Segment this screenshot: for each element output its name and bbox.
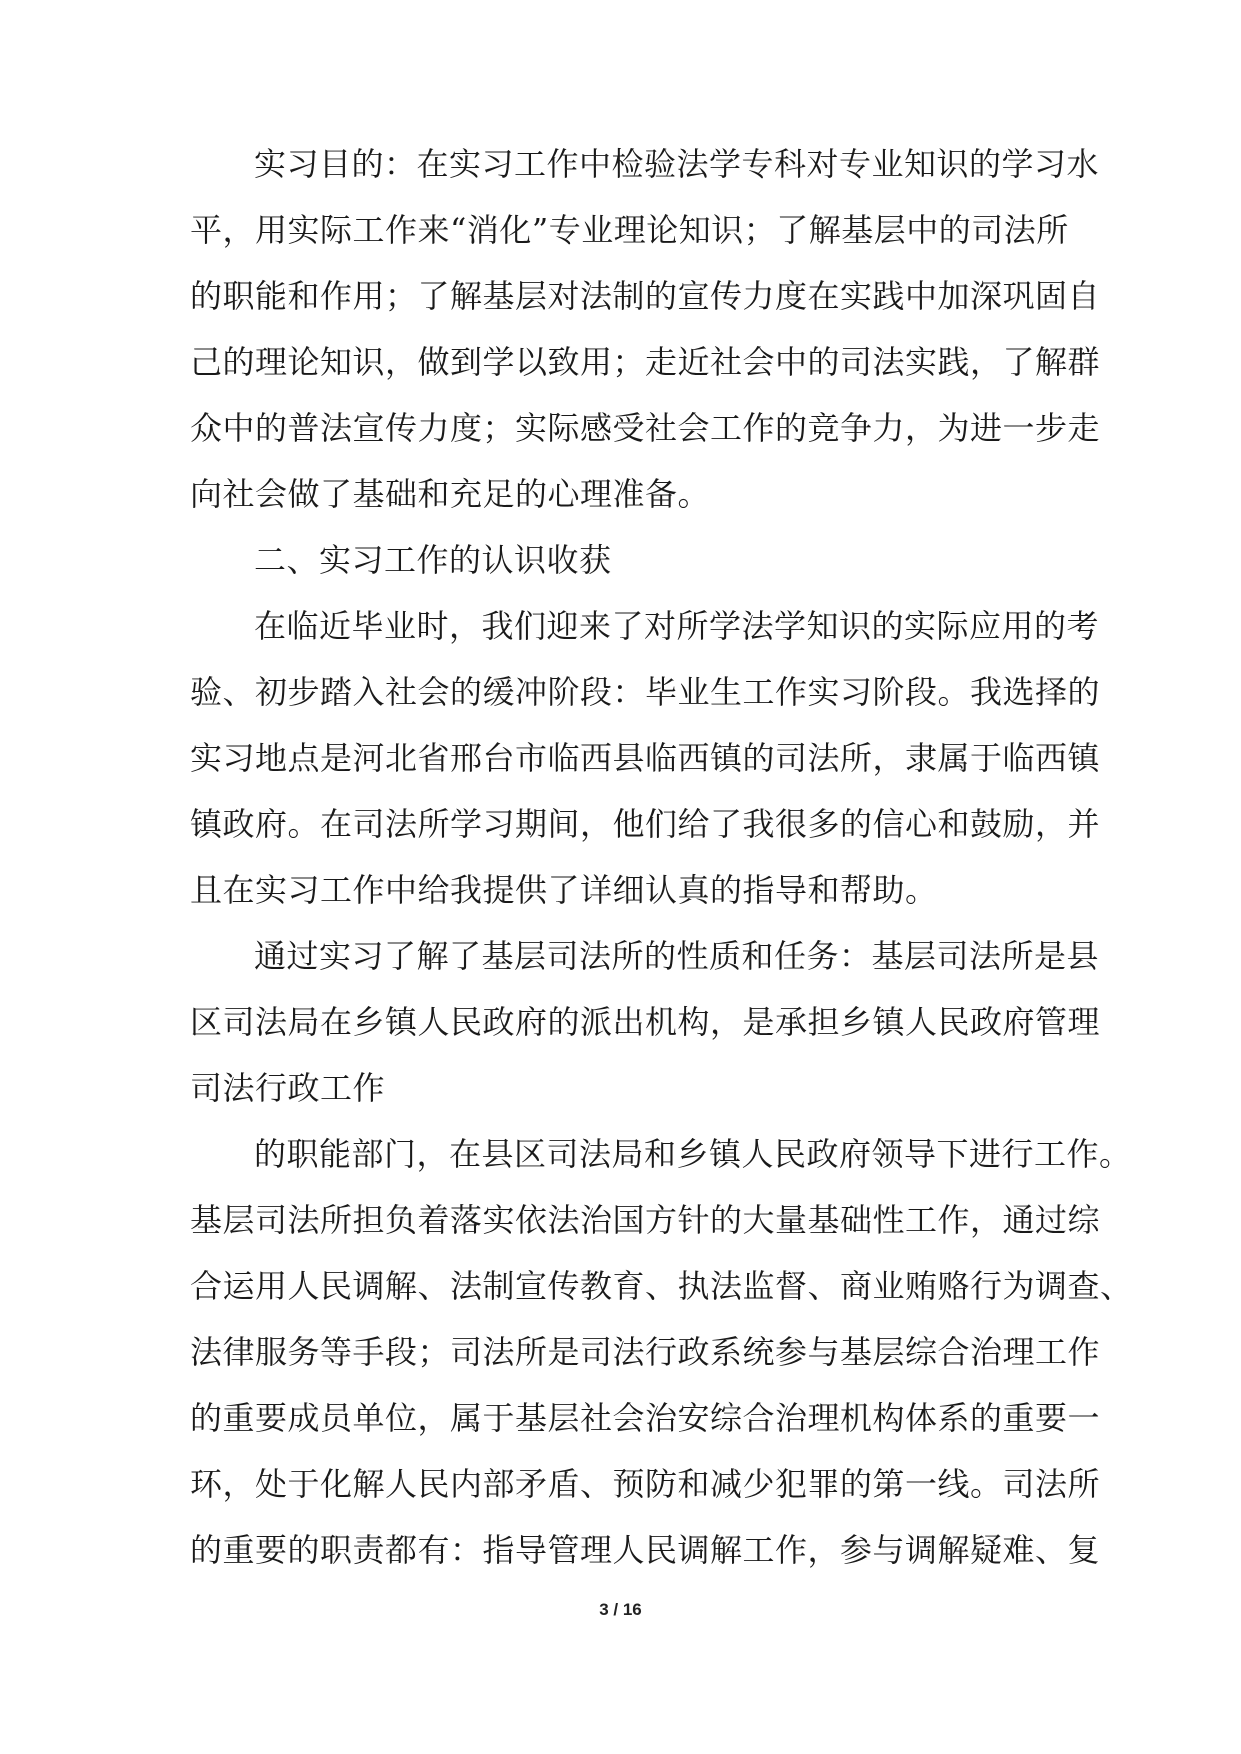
text-line: 区司法局在乡镇人民政府的派出机构，是承担乡镇人民政府管理 — [190, 1003, 1101, 1041]
text-line: 实习目的：在实习工作中检验法学专科对专业知识的学习水 — [254, 145, 1100, 183]
text-line: 的重要成员单位，属于基层社会治安综合治理机构体系的重要一 — [190, 1399, 1101, 1437]
text-line: 实习地点是河北省邢台市临西县临西镇的司法所，隶属于临西镇 — [190, 739, 1101, 777]
text-line: 己的理论知识，做到学以致用；走近社会中的司法实践，了解群 — [190, 343, 1101, 381]
page-number: 3 / 16 — [599, 1600, 642, 1619]
text-line: 在临近毕业时，我们迎来了对所学法学知识的实际应用的考 — [254, 607, 1100, 645]
text-line: 向社会做了基础和充足的心理准备。 — [190, 475, 711, 513]
text-line: 平，用实际工作来“消化”专业理论知识；了解基层中的司法所 — [190, 211, 1069, 249]
text-line: 法律服务等手段；司法所是司法行政系统参与基层综合治理工作 — [190, 1333, 1101, 1371]
text-line: 的职能部门，在县区司法局和乡镇人民政府领导下进行工作。 — [254, 1135, 1132, 1173]
text-line: 合运用人民调解、法制宣传教育、执法监督、商业贿赂行为调查、 — [190, 1267, 1133, 1305]
text-line: 镇政府。在司法所学习期间，他们给了我很多的信心和鼓励，并 — [190, 805, 1101, 843]
text-line: 的职能和作用；了解基层对法制的宣传力度在实践中加深巩固自 — [190, 277, 1101, 315]
text-line: 环，处于化解人民内部矛盾、预防和减少犯罪的第一线。司法所 — [190, 1465, 1101, 1503]
text-line: 的重要的职责都有：指导管理人民调解工作，参与调解疑难、复 — [190, 1531, 1101, 1569]
text-line: 基层司法所担负着落实依法治国方针的大量基础性工作，通过综 — [190, 1201, 1101, 1239]
section-heading: 二、实习工作的认识收获 — [254, 541, 612, 579]
text-line: 且在实习工作中给我提供了详细认真的指导和帮助。 — [190, 871, 938, 909]
text-line: 司法行政工作 — [190, 1069, 386, 1107]
text-line: 验、初步踏入社会的缓冲阶段：毕业生工作实习阶段。我选择的 — [190, 673, 1101, 711]
text-line: 通过实习了解了基层司法所的性质和任务：基层司法所是县 — [254, 937, 1100, 975]
text-line: 众中的普法宣传力度；实际感受社会工作的竞争力，为进一步走 — [190, 409, 1101, 447]
